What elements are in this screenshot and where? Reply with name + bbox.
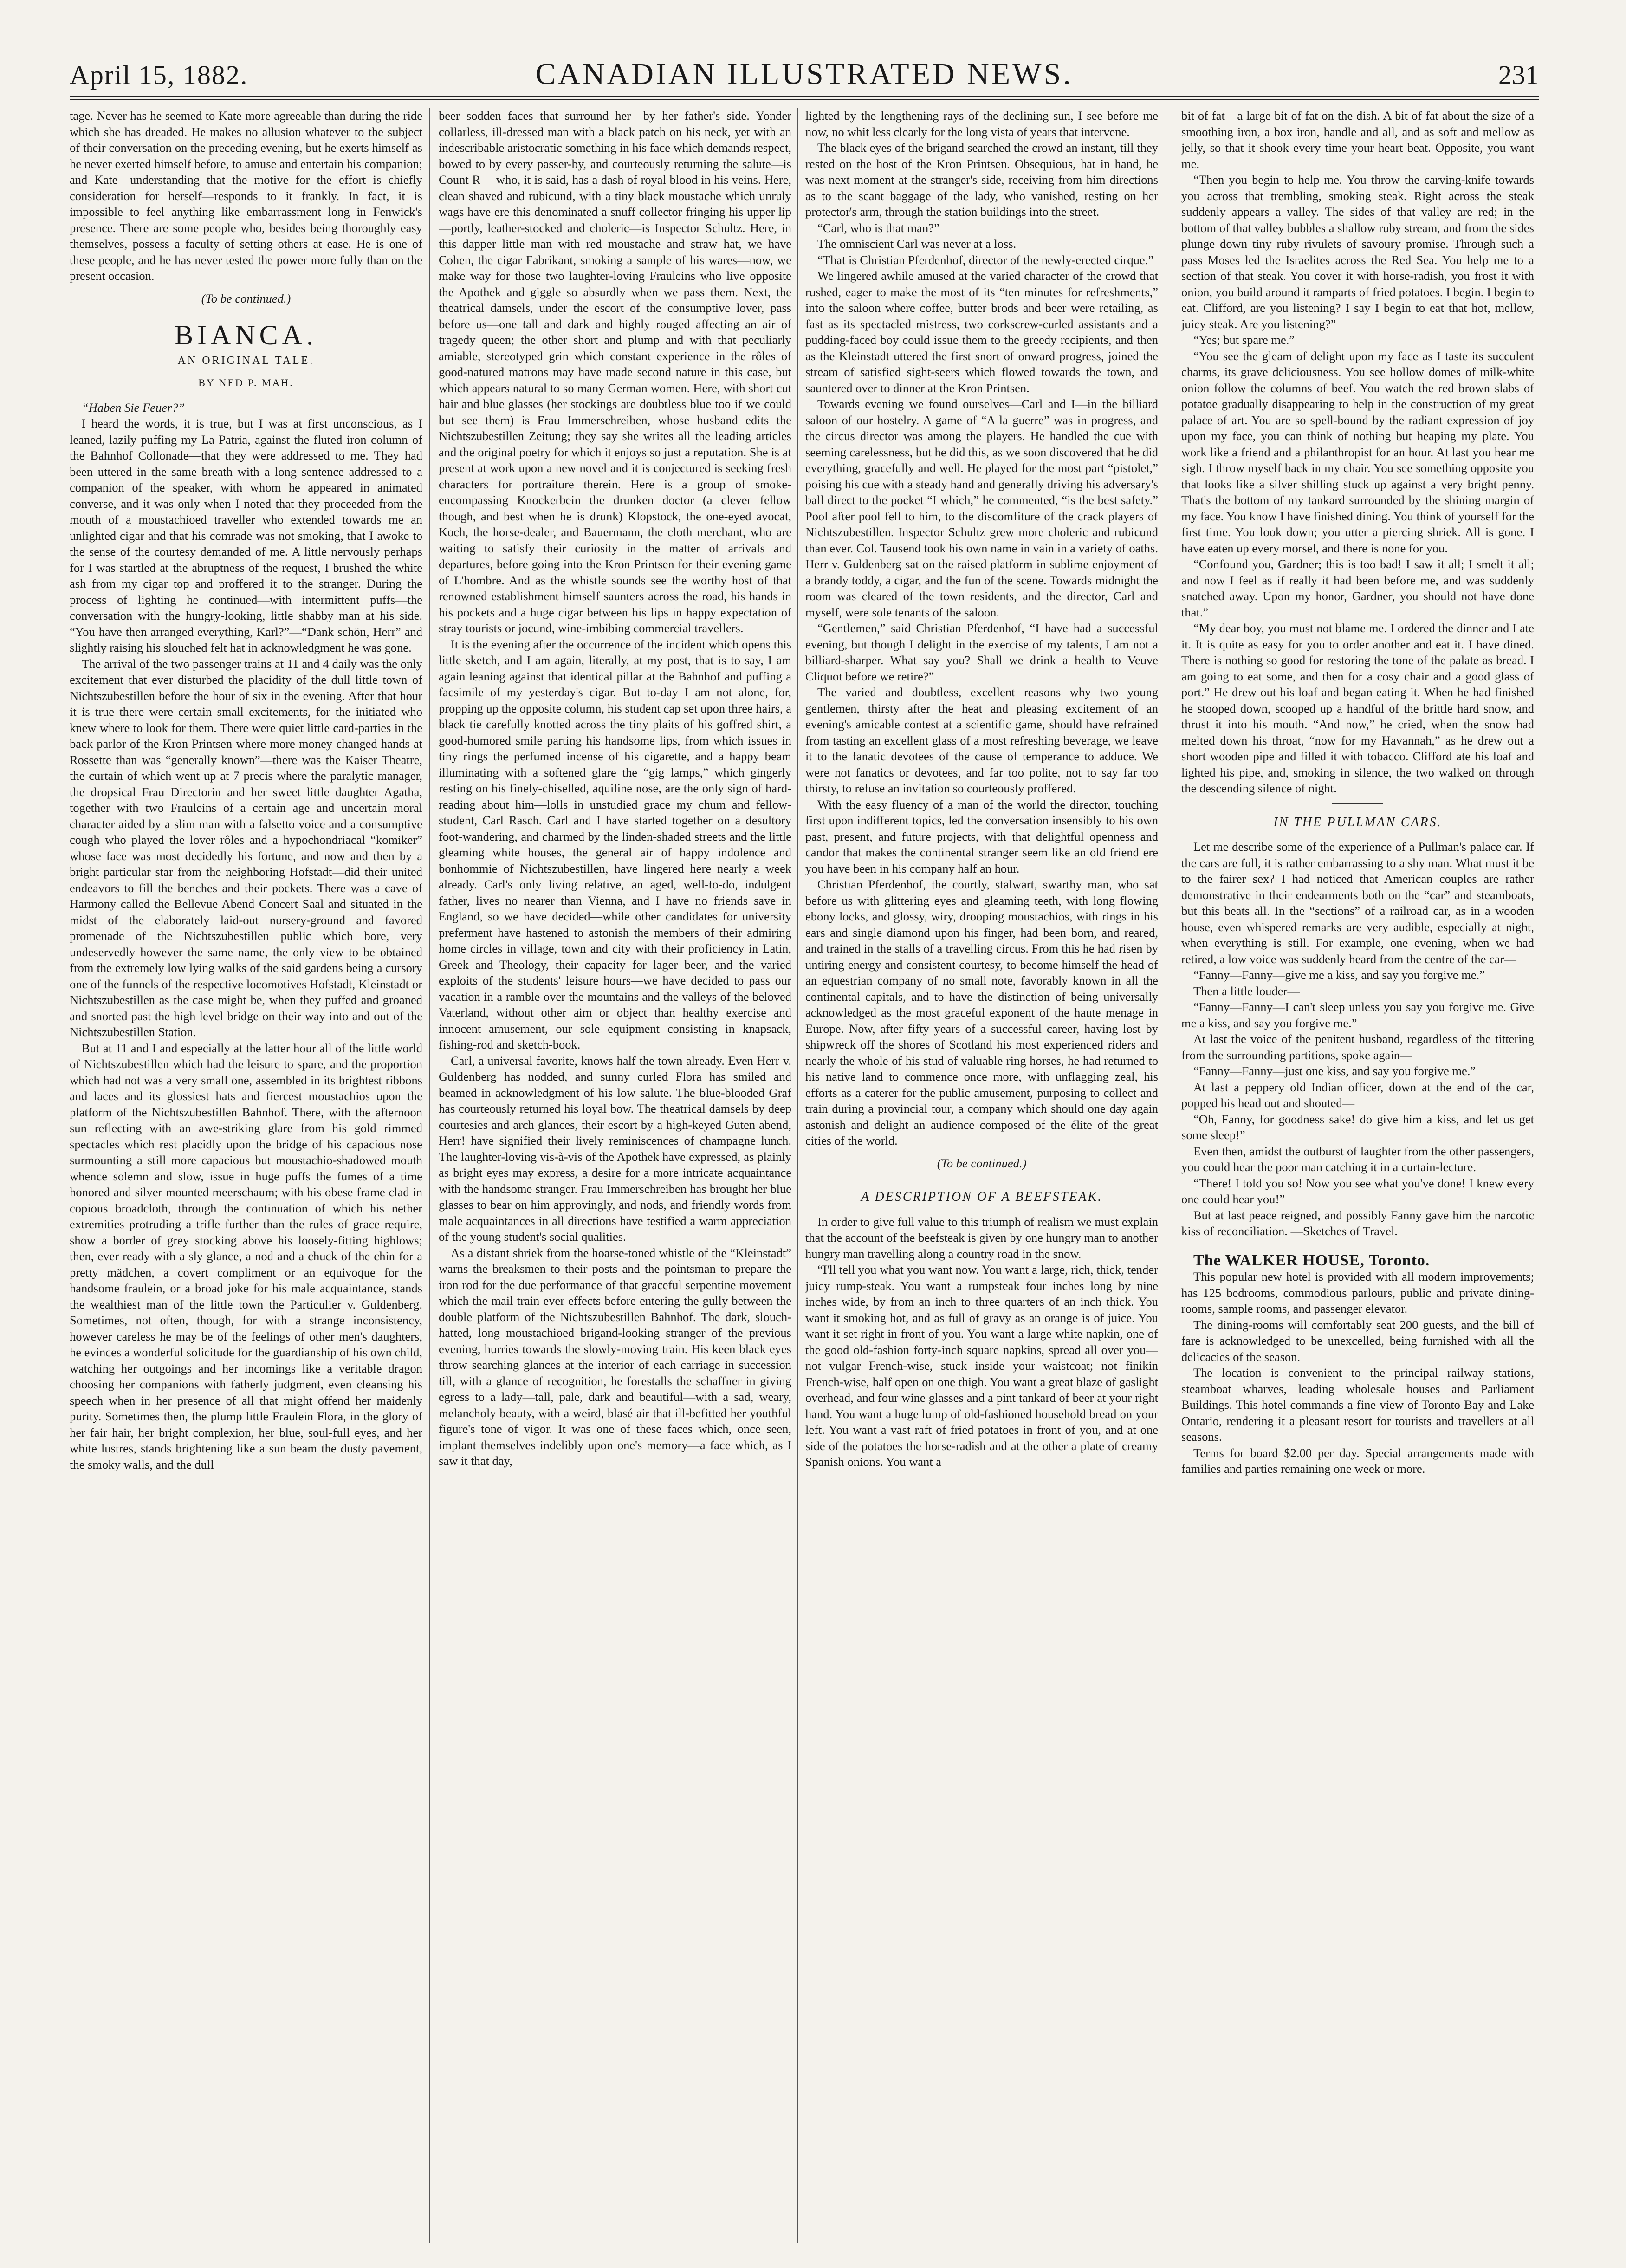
paragraph: “Then you begin to help me. You throw the carving-knife towards you across that trembling, smoking steak. Right across the steak suddenly appears a valley. The sides of that valley are red; in the bottom of that valley bubbles a shallow ruby stream, and from the sides plunge down tiny ruby rivulets of savoury promise. Through such a pass Moses led the Israelites across the Red Sea. You help me to a section of that steak. You cover it with horse-radish, you frost it with onion, you build around it ramparts of fried potatoes. I begin. I begin to eat. Clifford, are you listening? I say I begin to eat that hot, mellow, juicy steak. Are you listening?” [1181, 173, 1534, 331]
paragraph: We lingered awhile amused at the varied character of the crowd that rushed, eager to make the most of its “ten minutes for refreshments,” into the saloon where coffee, butter brods and beer were retailing, as fast as its spectacled mistress, two corkscrew-curled assistants and a pudding-faced boy could issue them to the greedy recipients, and then as the Kleinstadt uttered the first snort of onward progress, joined the stream of satisfied sight-seers which flowed towards the town, and sauntered over to dinner at the Kron Printsen. [805, 269, 1158, 395]
paragraph: Let me describe some of the experience of a Pullman's palace car. If the cars are full, it is rather embarrassing to a shy man. What must it be to the fairer sex? I had noticed that American couples are rather demonstrative in their endearments both on the “car” and steamboats, but this beats all. In the “sections” of a railroad car, as in a wooden house, even whispered remarks are very audible, especially at night, when everything is still. For example, one evening, when we had retired, a low voice was suddenly heard from the centre of the car— [1181, 840, 1534, 966]
paragraph: bit of fat—a large bit of fat on the dish. A bit of fat about the size of a smoothing iron, a box iron, handle and all, and as soft and mellow as jelly, so that it shook every time your heart beat. Opposite, you want me. [1181, 109, 1534, 171]
paragraph: “Fanny—Fanny—just one kiss, and say you forgive me.” [1193, 1064, 1476, 1078]
section-rule [1332, 803, 1383, 804]
section-heading: IN THE PULLMAN CARS. [1273, 815, 1442, 829]
paragraph: With the easy fluency of a man of the world the director, touching first upon indifferent topics, led the conversation insensibly to his own past, present, and future projects, with that delightful openness and candor that makes the continental stranger seem like an old friend ere you have been in his company half an hour. [805, 797, 1158, 875]
paragraph: lighted by the lengthening rays of the declining sun, I see before me now, no whit less clearly for the long vista of years that intervene. [805, 109, 1158, 139]
paragraph: In order to give full value to this triumph of realism we must explain that the account of the beefsteak is given by one hungry man to another hungry man travelling along a country road in the snow. [805, 1214, 1158, 1261]
paragraph: At last the voice of the penitent husband, regardless of the tittering from the surrounding partitions, spoke again— [1181, 1032, 1534, 1062]
paragraph: The dining-rooms will comfortably seat 200 guests, and the bill of fare is acknowledged to be unexcelled, being furnished with all the delicacies of the season. [1181, 1317, 1534, 1364]
paragraph: “My dear boy, you must not blame me. I ordered the dinner and I ate it. It is quite as easy for you to order another and eat it. I have dined. There is nothing so good for restoring the tone of the palate as bread. I am going to eat some, and then for a cosy chair and a good glass of port.” He drew out his loaf and began eating it. When he had finished he stooped down, scooped up a handful of the brittle hard snow, and thrust it into his mouth. “And now,” he cried, when the snow had melted down his throat, “now for my Havannah,” as he drew out a short wooden pipe and filled it with tobacco. Clifford ate his loaf and lighted his pipe, and, smoking in silence, the two walked on through the descending silence of night. [1181, 621, 1534, 795]
paragraph: The varied and doubtless, excellent reasons why two young gentlemen, thirsty after the heat and pleasing excitement of an evening's amicable contest at a scientific game, should have refrained from tasting an excellent glass of a most refreshing beverage, we leave it to the fanatic devotees of the cause of temperance to adduce. We were not fanatics or devotees, and far too polite, not to say far too thirsty, to refuse an invitation so courteously proffered. [805, 685, 1158, 795]
story-title: BIANCA. [174, 320, 317, 350]
column-divider [429, 108, 430, 2243]
paragraph: “I'll tell you what you want now. You want a large, rich, thick, tender juicy rump-steak. You want a rumpsteak four inches long by nine inches wide, by from an inch to three quarters of an inch thick. You want it smoking hot, and as full of gravy as an orange is of juice. You want it set right in front of you. You want a large white napkin, one of the good old-fashion forty-inch square napkins, spread all over you—not vulgar French-wise, stuck inside your waistcoat; not finikin French-wise, half open on one thigh. You want a great blaze of gaslight overhead, and four wine glasses and a pint tankard of beer at your right hand. You want a huge lump of old-fashioned household bread on your left. You want a vast raft of fried potatoes in front of you, and at one side of the potatoes the horse-radish and at the other a plate of creamy Spanish onions. You want a [805, 1263, 1158, 1469]
paragraph: beer sodden faces that surround her—by her father's side. Yonder collarless, ill-dressed man with a black patch on his neck, yet with an indescribable aristocratic something in his face which demands respect, bowed to by every passer-by, and courteously returning the salute—is Count R— who, it is said, has a dash of royal blood in his veins. Here, clean shaved and rubicund, with a tiny black moustache which unruly wags have ere this denominated a snuff collector fringing his upper lip—portly, leather-stocked and choleric—is Inspector Schultz. Here, in this dapper little man with red moustache and straw hat, we have Cohen, the cigar Fabrikant, smoking a sample of his wares—now, we make way for those two laughter-loving Frauleins who live opposite the Apothek and giggle so absurdly when we pass them. Next, the theatrical damsels, under the escort of the consumptive lover, pass before us—one tall and dark and highly rouged affecting an air of tragedy queen; the other short and plump and with that peculiarly amiable, stereotyped grin which constant experience in the rôles of good-natured matrons may have made second nature in this case, but which appears natural to so many German women. Here, with short cut hair and blue glasses (her stockings are doubtless blue too if we could but see them) is Frau Immerschreiben, whose husband edits the Nichtszubestillen Zeitung; they say she writes all the leading articles and the original poetry for which it enjoys so just a reputation. She is at present at work upon a new novel and it is conjectured is seeking fresh characters for portraiture therein. Here is a group of smoke-encompassing Knockerbein the drunken doctor (a clever fellow though, and best when he is drunk) Klopstock, the one-eyed avocat, Koch, the horse-dealer, and Bauermann, the cloth merchant, who are waiting to satisfy their curiosity in the matter of arrivals and departures, before going into the Kron Printsen for their evening game of L'hombre. And as the whistle sounds see the worthy host of that renowned establishment himself saunters across the road, his hands in his pockets and a huge cigar between his lips in happy expectation of stray tourists or jocund, wine-imbibing commercial travellers. [439, 109, 791, 635]
masthead [70, 50, 1539, 93]
paragraph: “There! I told you so! Now you see what you've done! I knew every one could hear you!” [1181, 1176, 1534, 1206]
paragraph: But at last peace reigned, and possibly Fanny gave him the narcotic kiss of reconciliation. —Sketches of Travel. [1181, 1208, 1534, 1238]
paragraph: “Fanny—Fanny—give me a kiss, and say you forgive me.” [1193, 968, 1485, 982]
column-divider [797, 108, 798, 2243]
advert-heading: The WALKER HOUSE, Toronto. [1193, 1251, 1430, 1269]
paragraph: I heard the words, it is true, but I was at first unconscious, as I leaned, lazily puffing my La Patria, against the fluted iron column of the Bahnhof Collonade—that they were addressed to me. They had been uttered in the same breath with a long sentence addressed to a companion of the speaker, with whom he appeared in animated converse, and it was only when I noted that they proceeded from the mouth of a moustachioed traveller who extended towards me an unlighted cigar and that his comrade was not smoking, that I awoke to the sense of the courtesy demanded of me. A little nervously perhaps for I was startled at the abruptness of the request, I brushed the white ash from my cigar top and proffered it to the stranger. During the process of lighting he continued—with intermittent puffs—the conversation with the hungry-looking, little shabby man at his side. “You have then arranged everything, Karl?”—“Dank schön, Herr” and slightly raising his slouched felt hat in acknowledgment he was gone. [70, 416, 422, 654]
column-1 [70, 108, 422, 2243]
paragraph: Terms for board $2.00 per day. Special arrangements made with families and parties remaining one week or more. [1181, 1445, 1534, 1476]
paragraph: At last a peppery old Indian officer, down at the end of the car, popped his head out and shouted— [1181, 1080, 1534, 1110]
column-3 [805, 108, 1158, 2243]
paragraph: The arrival of the two passenger trains at 11 and 4 daily was the only excitement that ever disturbed the placidity of the dull little town of Nichtszubestillen before the hour of six in the evening. After that hour it is true there were certain small excitements, for the initiated who knew where to look for them. There were quiet little card-parties in the back parlor of the Kron Printsen where more money changed hands at Rossette than was “generally known”—there was the Kaiser Theatre, the curtain of which went up at 7 precis where the paralytic manager, the dropsical Frau Directorin and her sweet little daughter Agatha, together with two Frauleins of a certain age and uncertain moral character aided by a slim man with a falsetto voice and a consumptive cough who played the lover rôles and a hypochondriacal “komiker” whose face was most decidedly his fortune, and now and then by a bright particular star from the neighboring Hofstadt—did their united endeavors to fill the benches and their pockets. There was a cave of Harmony called the Bellevue Abend Concert Saal and situated in the midst of the elaborately laid-out nursery-ground and favored promenade of the Nichtszubestillen public which bore, very undeservedly however the same name, the only view to be obtained from the extremely low lying walks of the said gardens being a cursory one of the funnels of the respective locomotives Hofstadt, Kleinstadt or Nichtszubestillen as the case might be, when they puffed and groaned and snorted past the high level bridge on their way into and out of the Nichtszubestillen Station. [70, 656, 422, 1039]
paragraph: As a distant shriek from the hoarse-toned whistle of the “Kleinstadt” warns the breaksmen to their posts and the pointsman to prepare the iron rod for the due performance of that graceful serpentine movement which the mail train ever effects before entering the gully between the double platform of the Nichtszubestillen Bahnhof. The dark, slouch-hatted, long moustachioed brigand-looking stranger of the previous evening, hurries towards the slowly-moving train. His keen black eyes throw searching glances at the interior of each carriage in succession till, with a glance of recognition, he forestalls the schaffner in giving egress to a lady—tall, pale, dark and beautiful—with a sad, weary, melancholy beauty, with a weird, blasé air that ill-befitted her youthful figure's tone of vigor. It was one of these faces which, once seen, implant themselves indelibly upon one's memory—a face which, as I saw it that day, [439, 1245, 791, 1468]
paragraph: “Confound you, Gardner; this is too bad! I saw it all; I smelt it all; and now I feel as if really it had been before me, and was suddenly snatched away. Upon my honor, Gardner, you should not have done that.” [1181, 557, 1534, 619]
paragraph: “Gentlemen,” said Christian Pferdenhof, “I have had a successful evening, but though I delight in the exercise of my talents, I am not a billiard-sharper. What say you? Shall we drink a health to Veuve Cliquot before we retire?” [805, 621, 1158, 683]
paragraph: Christian Pferdenhof, the courtly, stalwart, swarthy man, who sat before us with glittering eyes and gleaming teeth, with long flowing ebony locks, and glossy, wiry, drooping moustachios, with rings in his ears and single diamond upon his finger, had been born, and reared, and trained in the stalls of a travelling circus. From this he had risen by untiring energy and consistent courtesy, to become himself the head of an equestrian company of no small note, favorably known in all the continental capitals, and to have the distinction of being universally acknowledged as the most graceful exponent of the haute menage in Europe. Now, after fifty years of a successful career, having lost by shipwreck off the shores of Scotland his most experienced riders and nearly the whole of his stud of valuable ring horses, he had returned to his native land to commence once more, with unflagging zeal, his efforts as a caterer for the public amusement, purposing to collect and train during a provincial tour, a company which should one day again astonish and delight an audience composed of the élite of the great cities of the world. [805, 877, 1158, 1147]
paragraph: Even then, amidst the outburst of laughter from the other passengers, you could hear the poor man catching it in a curtain-lecture. [1181, 1144, 1534, 1174]
paragraph: “Fanny—Fanny—I can't sleep unless you say you forgive me. Give me a kiss, and say you forgive me.” [1181, 1000, 1534, 1030]
paragraph: It is the evening after the occurrence of the incident which opens this little sketch, and I am again, literally, at my post, that is to say, I am again leaning against that identical pillar at the Bahnhof and puffing a facsimile of my yesterday's cigar. But to-day I am not alone, for, propping up the opposite column, his student cap set upon three hairs, a black tie carefully knotted across the tiny plaits of his goffred shirt, a good-humored smile parting his handsome lips, from which issues in tiny rings the perfumed incense of his cigarette, and a happy beam illuminating with a softened glare the “gig lamps,” which gingerly resting on his finely-chiselled, aquiline nose, are the only sign of hard-reading about him—lolls in unstudied grace my chum and fellow-student, Carl Rasch. Carl and I have started together on a desultory foot-wandering, and charmed by the linden-shaded streets and the little gleaming white houses, the general air of happy indolence and bonhommie of Nichtszubestillen, have lingered here nearly a week already. Carl's only living relative, an aged, well-to-do, indulgent father, lives no nearer than Vienna, and I have no friends save in England, so we have decided—while other candidates for university preferment have hastened to astonish the members of their admiring home circles in village, town and city with their proficiency in Latin, Greek and Theology, their capacity for lager beer, and the varied exploits of the students' leisure hours—we have decided to pass our vacation in a ramble over the mountains and the valleys of the beloved Vaterland, without other aim or object than healthy exercise and innocent amusement, our sole equipment consisting in knapsack, fishing-rod and sketch-book. [439, 637, 791, 1051]
paragraph: tage. Never has he seemed to Kate more agreeable than during the ride which she has dreaded. He makes no allusion whatever to the subject of their conversation on the preceding evening, but he exerts himself as he never exerted himself before, to amuse and entertain his companion; and Kate—understanding that the motive for the effort is chiefly consideration for herself—responds to it frankly. In fact, it is impossible to feel anything like embarrassment long in Fenwick's presence. There are some people who, besides being thoroughly easy themselves, possess a faculty of setting others at ease. He is one of these people, and he has never tested the power more fully than on the present occasion. [70, 109, 422, 283]
paragraph: Then a little louder— [1193, 984, 1300, 998]
issue-date: April 15, 1882. [70, 60, 248, 90]
column-2 [439, 108, 791, 2243]
story-byline: BY NED P. MAH. [198, 377, 294, 389]
story-subtitle: AN ORIGINAL TALE. [177, 354, 315, 367]
paragraph: This popular new hotel is provided with all modern improvements; has 125 bedrooms, commodious parlours, public and private dining-rooms, sample rooms, and passenger elevator. [1181, 1270, 1534, 1315]
section-heading: A DESCRIPTION OF A BEEFSTEAK. [861, 1190, 1103, 1204]
paragraph: Towards evening we found ourselves—Carl and I—in the billiard saloon of our hostelry. A game of “A la guerre” was in progress, and the circus director was among the players. He handled the cue with seeming carelessness, but he did this, as we soon discovered that he did everything, gracefully and well. He played for the most part “pistolet,” poising his cue with a steady hand and generally driving his adversary's ball direct to the pocket “I which,” he commented, “is the best safety.” Pool after pool fell to him, to the discomfiture of the crack players of Nichtszubestillen. Inspector Schultz grew more choleric and rubicund than ever. Col. Tausend took his own name in vain in a variety of oaths. Herr v. Guldenberg sat on the raised platform in sublime enjoyment of a brandy toddy, a cigar, and the fun of the scene. Towards midnight the room was cleared of the town residents, and the director, Carl and myself, were sole tenants of the saloon. [805, 397, 1158, 619]
to-be-continued: (To be continued.) [201, 291, 291, 305]
paragraph: Carl, a universal favorite, knows half the town already. Even Herr v. Guldenberg has nodded, and sunny curled Flora has smiled and beamed in acknowledgment of his low salute. The blue-blooded Graf has courteously returned his loyal bow. The theatrical damsels by deep courtesies and arch glances, their escort by a high-keyed Guten abend, Herr! have signified their lively reminiscences of champagne lunch. The laughter-loving vis-à-vis of the Apothek have expressed, as plainly as bright eyes may express, a desire for a more intricate acquaintance with the handsome stranger. Frau Immerschreiben has brought her blue glasses to bear on him approvingly, and nods, and friendly words from male acquaintances in all directions have testified a warm appreciation of the young student's social qualities. [439, 1053, 791, 1244]
paragraph: The black eyes of the brigand searched the crowd an instant, till they rested on the host of the Kron Printsen. Obsequious, hat in hand, he was next moment at the stranger's side, receiving from him directions as to the scant baggage of the lady, who vanished, resting on her protector's arm, through the station buildings into the street. [805, 141, 1158, 219]
paragraph: “Haben Sie Feuer?” [82, 400, 185, 415]
masthead-rule-thin [70, 99, 1539, 100]
column-4 [1181, 108, 1534, 2243]
to-be-continued: (To be continued.) [937, 1156, 1027, 1170]
paragraph: “That is Christian Pferdenhof, director of the newly-erected cirque.” [817, 253, 1154, 267]
paragraph: “Oh, Fanny, for goodness sake! do give him a kiss, and let us get some sleep!” [1181, 1112, 1534, 1142]
masthead-rule [70, 96, 1539, 97]
page-number: 231 [1498, 60, 1539, 90]
paragraph: But at 11 and I and especially at the latter hour all of the little world of Nichtszubestillen which had the leisure to spare, and the proportion which had not was a very small one, assembled in its brightest ribbons and laces and its glossiest hats and fiercest moustachios upon the platform of the Nichtszubestillen Bahnhof. There, with the afternoon sun reflecting with an awe-striking glare from his gold rimmed spectacles which rest placidly upon the bridge of his capacious nose surmounting a still more capacious but moustachio-shadowed mouth whence solemn and slow, issue in huge puffs the fumes of a time honored and silver mounted meerschaum; with his obese frame clad in copious broadcloth, through the continuation of which his nether extremities protruding a trifle further than the rules of grace require, show a border of grey stocking above his loosely-fitting highlows; then, ever ready with a sly glance, a nod and a chuck of the chin for a pretty mädchen, a covert compliment or an equivoque for the handsome fraulein, or a broad joke for his male acquaintance, stands the wealthiest man of the little town the Particulier v. Guldenberg. Sometimes, not often, though, for with a strange inconsistency, however careless he may be of the feelings of other men's daughters, he evinces a wonderful solicitude for the guardianship of his own child, watching her outgoings and her incomings like a veritable dragon choosing her companions with fatherly judgment, even cleansing his speech when in her presence of all that might offend her maidenly purity. Sometimes then, the plump little Fraulein Flora, in the glory of her fair hair, her bright complexion, her blue, soul-full eyes, and her white lustres, stands brightening like a sun beam the dusty pavement, the smoky walls, and the dull [70, 1041, 422, 1471]
paragraph: “Yes; but spare me.” [1193, 333, 1295, 347]
paragraph: “You see the gleam of delight upon my face as I taste its succulent charms, its grave deliciousness. You see hollow domes of milk-white onion follow the columns of beef. You watch the red brown slabs of potatoe gradually disappearing to help in the construction of my great palace of art. You are so spell-bound by the radiant expression of joy upon my face, you can think of nothing but heaping my plate. You work like a friend and a philanthropist for an hour. At last you hear me sigh. I throw myself back in my chair. You see something opposite you that looks like a silver shilling stuck up against a very bright penny. That's the bottom of my tankard surrounded by the shining margin of my face. You know I have finished dining. You think of yourself for the first time. You look down; you utter a piercing shriek. All is gone. I have eaten up every morsel, and there is none for you. [1181, 349, 1534, 555]
paragraph: The location is convenient to the principal railway stations, steamboat wharves, leading wholesale houses and Parliament Buildings. This hotel commands a fine view of Toronto Bay and Lake Ontario, rendering it a pleasant resort for tourists and travellers at all seasons. [1181, 1366, 1534, 1444]
paragraph: “Carl, who is that man?” [817, 220, 939, 235]
newspaper-title: CANADIAN ILLUSTRATED NEWS. [535, 57, 1073, 91]
paragraph: The omniscient Carl was never at a loss. [817, 237, 1017, 251]
